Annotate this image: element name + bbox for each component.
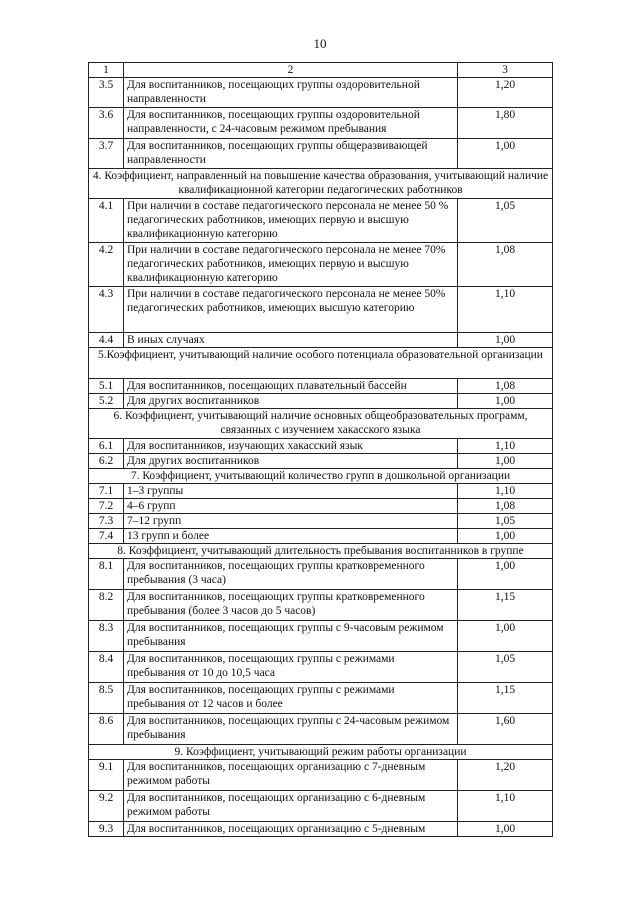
row-description: Для воспитанников, посещающих группы оздоровительной направленности, с 24-часовым режимом пребывания: [124, 108, 458, 139]
row-description: Для воспитанников, посещающих группы с 24-часовым режимом пребывания: [124, 714, 458, 745]
row-description: 7–12 групп: [124, 514, 458, 529]
row-description: 4–6 групп: [124, 499, 458, 514]
table-row: [89, 394, 553, 409]
header-col-2: 2: [124, 63, 458, 78]
row-number: 7.1: [89, 484, 124, 499]
row-number: 8.2: [89, 590, 124, 621]
section-title: 7. Коэффициент, учитывающий количество групп в дошкольной организации: [89, 469, 553, 484]
row-coefficient: 1,00: [458, 621, 553, 652]
row-description: Для воспитанников, посещающих группы общеразвивающей направленности: [124, 139, 458, 169]
row-coefficient: 1,15: [458, 683, 553, 714]
row-coefficient: 1,10: [458, 484, 553, 499]
row-description: Для воспитанников, посещающих организацию с 7-дневным режимом работы: [124, 760, 458, 791]
section-header-row: [89, 745, 553, 760]
row-coefficient: 1,00: [458, 529, 553, 544]
row-number: 9.1: [89, 760, 124, 791]
section-header-row: [89, 348, 553, 379]
section-title: 4. Коэффициент, направленный на повышение качества образования, учитывающий наличие квалификационной категории педагогических работников: [89, 169, 553, 199]
coefficient-table: [88, 62, 553, 837]
row-coefficient: 1,20: [458, 760, 553, 791]
row-number: 8.1: [89, 559, 124, 590]
row-description: Для воспитанников, посещающих группы оздоровительной направленности: [124, 78, 458, 108]
section-header-row: [89, 409, 553, 439]
row-number: 6.2: [89, 454, 124, 469]
table-row: [89, 499, 553, 514]
table-row: [89, 760, 553, 791]
table-body: [89, 63, 553, 837]
row-description: Для воспитанников, посещающих группы кратковременного пребывания (более 3 часов до 5 часов): [124, 590, 458, 621]
row-number: 7.4: [89, 529, 124, 544]
row-description: Для воспитанников, посещающих группы с режимами пребывания от 12 часов и более: [124, 683, 458, 714]
row-coefficient: 1,20: [458, 78, 553, 108]
row-number: 8.3: [89, 621, 124, 652]
row-coefficient: 1,15: [458, 590, 553, 621]
page-number: 10: [313, 36, 327, 51]
table-row: [89, 484, 553, 499]
row-number: 4.2: [89, 243, 124, 287]
row-coefficient: 1,05: [458, 199, 553, 243]
row-number: 4.4: [89, 333, 124, 348]
row-description: При наличии в составе педагогического персонала не менее 50 % педагогических работников, имеющих первую и высшую квалификационную категорию: [124, 199, 458, 243]
section-title: 9. Коэффициент, учитывающий режим работы организации: [89, 745, 553, 760]
section-title: 5.Коэффициент, учитывающий наличие особого потенциала образовательной организации: [89, 348, 553, 379]
table-row: [89, 822, 553, 837]
section-header-row: [89, 169, 553, 199]
table-row: [89, 683, 553, 714]
row-description: При наличии в составе педагогического персонала не менее 70% педагогических работников, имеющих первую и высшую квалификационную категорию: [124, 243, 458, 287]
row-description: Для воспитанников, посещающих организацию с 5-дневным: [124, 822, 458, 837]
row-coefficient: 1,60: [458, 714, 553, 745]
row-coefficient: 1,00: [458, 333, 553, 348]
table-row: [89, 379, 553, 394]
row-coefficient: 1,05: [458, 514, 553, 529]
table-row: [89, 78, 553, 108]
row-coefficient: 1,10: [458, 791, 553, 822]
section-header-row: [89, 544, 553, 559]
row-number: 3.7: [89, 139, 124, 169]
row-coefficient: 1,10: [458, 287, 553, 333]
row-coefficient: 1,10: [458, 439, 553, 454]
table-row: [89, 139, 553, 169]
table-row: [89, 590, 553, 621]
row-coefficient: 1,00: [458, 139, 553, 169]
table-row: [89, 514, 553, 529]
row-description: Для других воспитанников: [124, 454, 458, 469]
table-row: [89, 287, 553, 333]
row-description: 13 групп и более: [124, 529, 458, 544]
row-description: Для воспитанников, изучающих хакасский язык: [124, 439, 458, 454]
table-row: [89, 199, 553, 243]
row-coefficient: 1,80: [458, 108, 553, 139]
row-number: 8.5: [89, 683, 124, 714]
row-description: При наличии в составе педагогического персонала не менее 50% педагогических работников, имеющих высшую категорию: [124, 287, 458, 333]
row-number: 6.1: [89, 439, 124, 454]
table-header-row: [89, 63, 553, 78]
row-number: 5.1: [89, 379, 124, 394]
row-coefficient: 1,08: [458, 499, 553, 514]
row-number: 3.6: [89, 108, 124, 139]
row-number: 4.1: [89, 199, 124, 243]
table-row: [89, 333, 553, 348]
row-description: 1–3 группы: [124, 484, 458, 499]
row-number: 8.6: [89, 714, 124, 745]
section-header-row: [89, 469, 553, 484]
row-number: 4.3: [89, 287, 124, 333]
row-description: В иных случаях: [124, 333, 458, 348]
row-coefficient: 1,08: [458, 243, 553, 287]
section-title: 6. Коэффициент, учитывающий наличие основных общеобразовательных программ, связанных с изучением хакасского языка: [89, 409, 553, 439]
row-number: 8.4: [89, 652, 124, 683]
row-coefficient: 1,00: [458, 394, 553, 409]
row-number: 9.2: [89, 791, 124, 822]
row-number: 3.5: [89, 78, 124, 108]
table-row: [89, 621, 553, 652]
row-number: 9.3: [89, 822, 124, 837]
row-description: Для воспитанников, посещающих плавательный бассейн: [124, 379, 458, 394]
row-description: Для воспитанников, посещающих группы кратковременного пребывания (3 часа): [124, 559, 458, 590]
table-row: [89, 791, 553, 822]
row-coefficient: 1,05: [458, 652, 553, 683]
row-coefficient: 1,00: [458, 454, 553, 469]
header-col-3: 3: [458, 63, 553, 78]
section-title: 8. Коэффициент, учитывающий длительность пребывания воспитанников в группе: [89, 544, 553, 559]
table-row: [89, 714, 553, 745]
row-description: Для воспитанников, посещающих группы с 9-часовым режимом пребывания: [124, 621, 458, 652]
row-coefficient: 1,08: [458, 379, 553, 394]
row-coefficient: 1,00: [458, 559, 553, 590]
row-number: 5.2: [89, 394, 124, 409]
table-row: [89, 108, 553, 139]
table-row: [89, 439, 553, 454]
table-row: [89, 243, 553, 287]
row-description: Для воспитанников, посещающих группы с режимами пребывания от 10 до 10,5 часа: [124, 652, 458, 683]
table-row: [89, 454, 553, 469]
row-number: 7.3: [89, 514, 124, 529]
table-row: [89, 559, 553, 590]
row-number: 7.2: [89, 499, 124, 514]
row-description: Для других воспитанников: [124, 394, 458, 409]
row-description: Для воспитанников, посещающих организацию с 6-дневным режимом работы: [124, 791, 458, 822]
row-coefficient: 1,00: [458, 822, 553, 837]
header-col-1: 1: [89, 63, 124, 78]
table-row: [89, 652, 553, 683]
table-row: [89, 529, 553, 544]
